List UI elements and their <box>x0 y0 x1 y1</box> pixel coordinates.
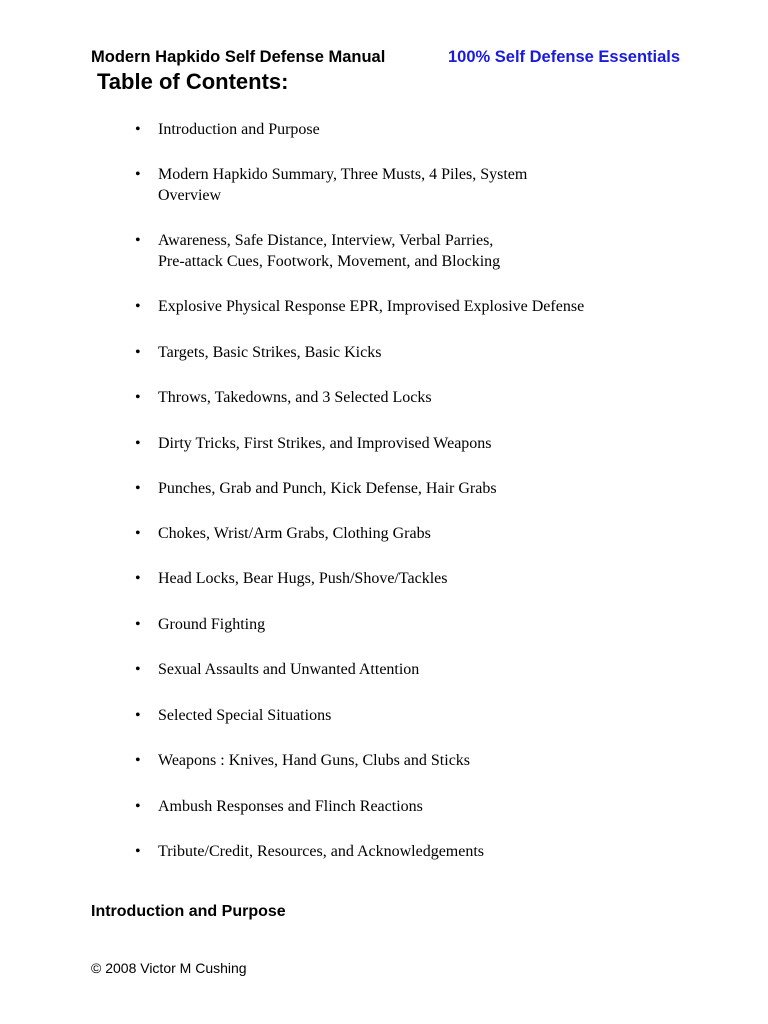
section-heading: Introduction and Purpose <box>91 903 286 920</box>
toc-item-label: Introduction and Purpose <box>158 121 320 138</box>
manual-title: Modern Hapkido Self Defense Manual <box>91 48 386 66</box>
manual-tagline: 100% Self Defense Essentials <box>448 48 681 66</box>
toc-item-label: Targets, Basic Strikes, Basic Kicks <box>158 344 382 361</box>
toc-item-label: Tribute/Credit, Resources, and Acknowledgements <box>158 843 485 860</box>
toc-item-label: Ambush Responses and Flinch Reactions <box>158 798 423 815</box>
toc-item-label: Selected Special Situations <box>158 707 332 724</box>
bullet-icon: • <box>135 298 141 315</box>
toc-item-label: Punches, Grab and Punch, Kick Defense, Hair Grabs <box>158 480 497 497</box>
bullet-icon: • <box>135 344 141 361</box>
bullet-icon: • <box>135 843 141 860</box>
bullet-icon: • <box>135 570 141 587</box>
bullet-icon: • <box>135 480 141 497</box>
bullet-icon: • <box>135 232 141 249</box>
bullet-icon: • <box>135 707 141 724</box>
toc-item-label: Head Locks, Bear Hugs, Push/Shove/Tackles <box>158 570 448 587</box>
bullet-icon: • <box>135 166 141 183</box>
bullet-icon: • <box>135 752 141 769</box>
copyright-footer: © 2008 Victor M Cushing <box>91 960 247 976</box>
toc-title: Table of Contents: <box>97 69 289 94</box>
bullet-icon: • <box>135 616 141 633</box>
toc-item-label: Weapons : Knives, Hand Guns, Clubs and Sticks <box>158 752 471 769</box>
bullet-icon: • <box>135 525 141 542</box>
toc-item-label: Chokes, Wrist/Arm Grabs, Clothing Grabs <box>158 525 431 542</box>
bullet-icon: • <box>135 798 141 815</box>
toc-item-label: Ground Fighting <box>158 616 266 633</box>
toc-item-label: Explosive Physical Response EPR, Improvised Explosive Defense <box>158 298 585 315</box>
bullet-icon: • <box>135 661 141 678</box>
toc-item-label: Dirty Tricks, First Strikes, and Improvised Weapons <box>158 435 492 452</box>
bullet-icon: • <box>135 435 141 452</box>
toc-item-label: Throws, Takedowns, and 3 Selected Locks <box>158 389 432 406</box>
toc-item-label: Awareness, Safe Distance, Interview, Verbal Parries, Pre-attack Cues, Footwork, Movement, and Blocking <box>158 232 501 270</box>
bullet-icon: • <box>135 121 141 138</box>
toc-item-label: Sexual Assaults and Unwanted Attention <box>158 661 420 678</box>
bullet-icon: • <box>135 389 141 406</box>
toc-item-label: Modern Hapkido Summary, Three Musts, 4 Piles, System Overview <box>158 166 528 204</box>
